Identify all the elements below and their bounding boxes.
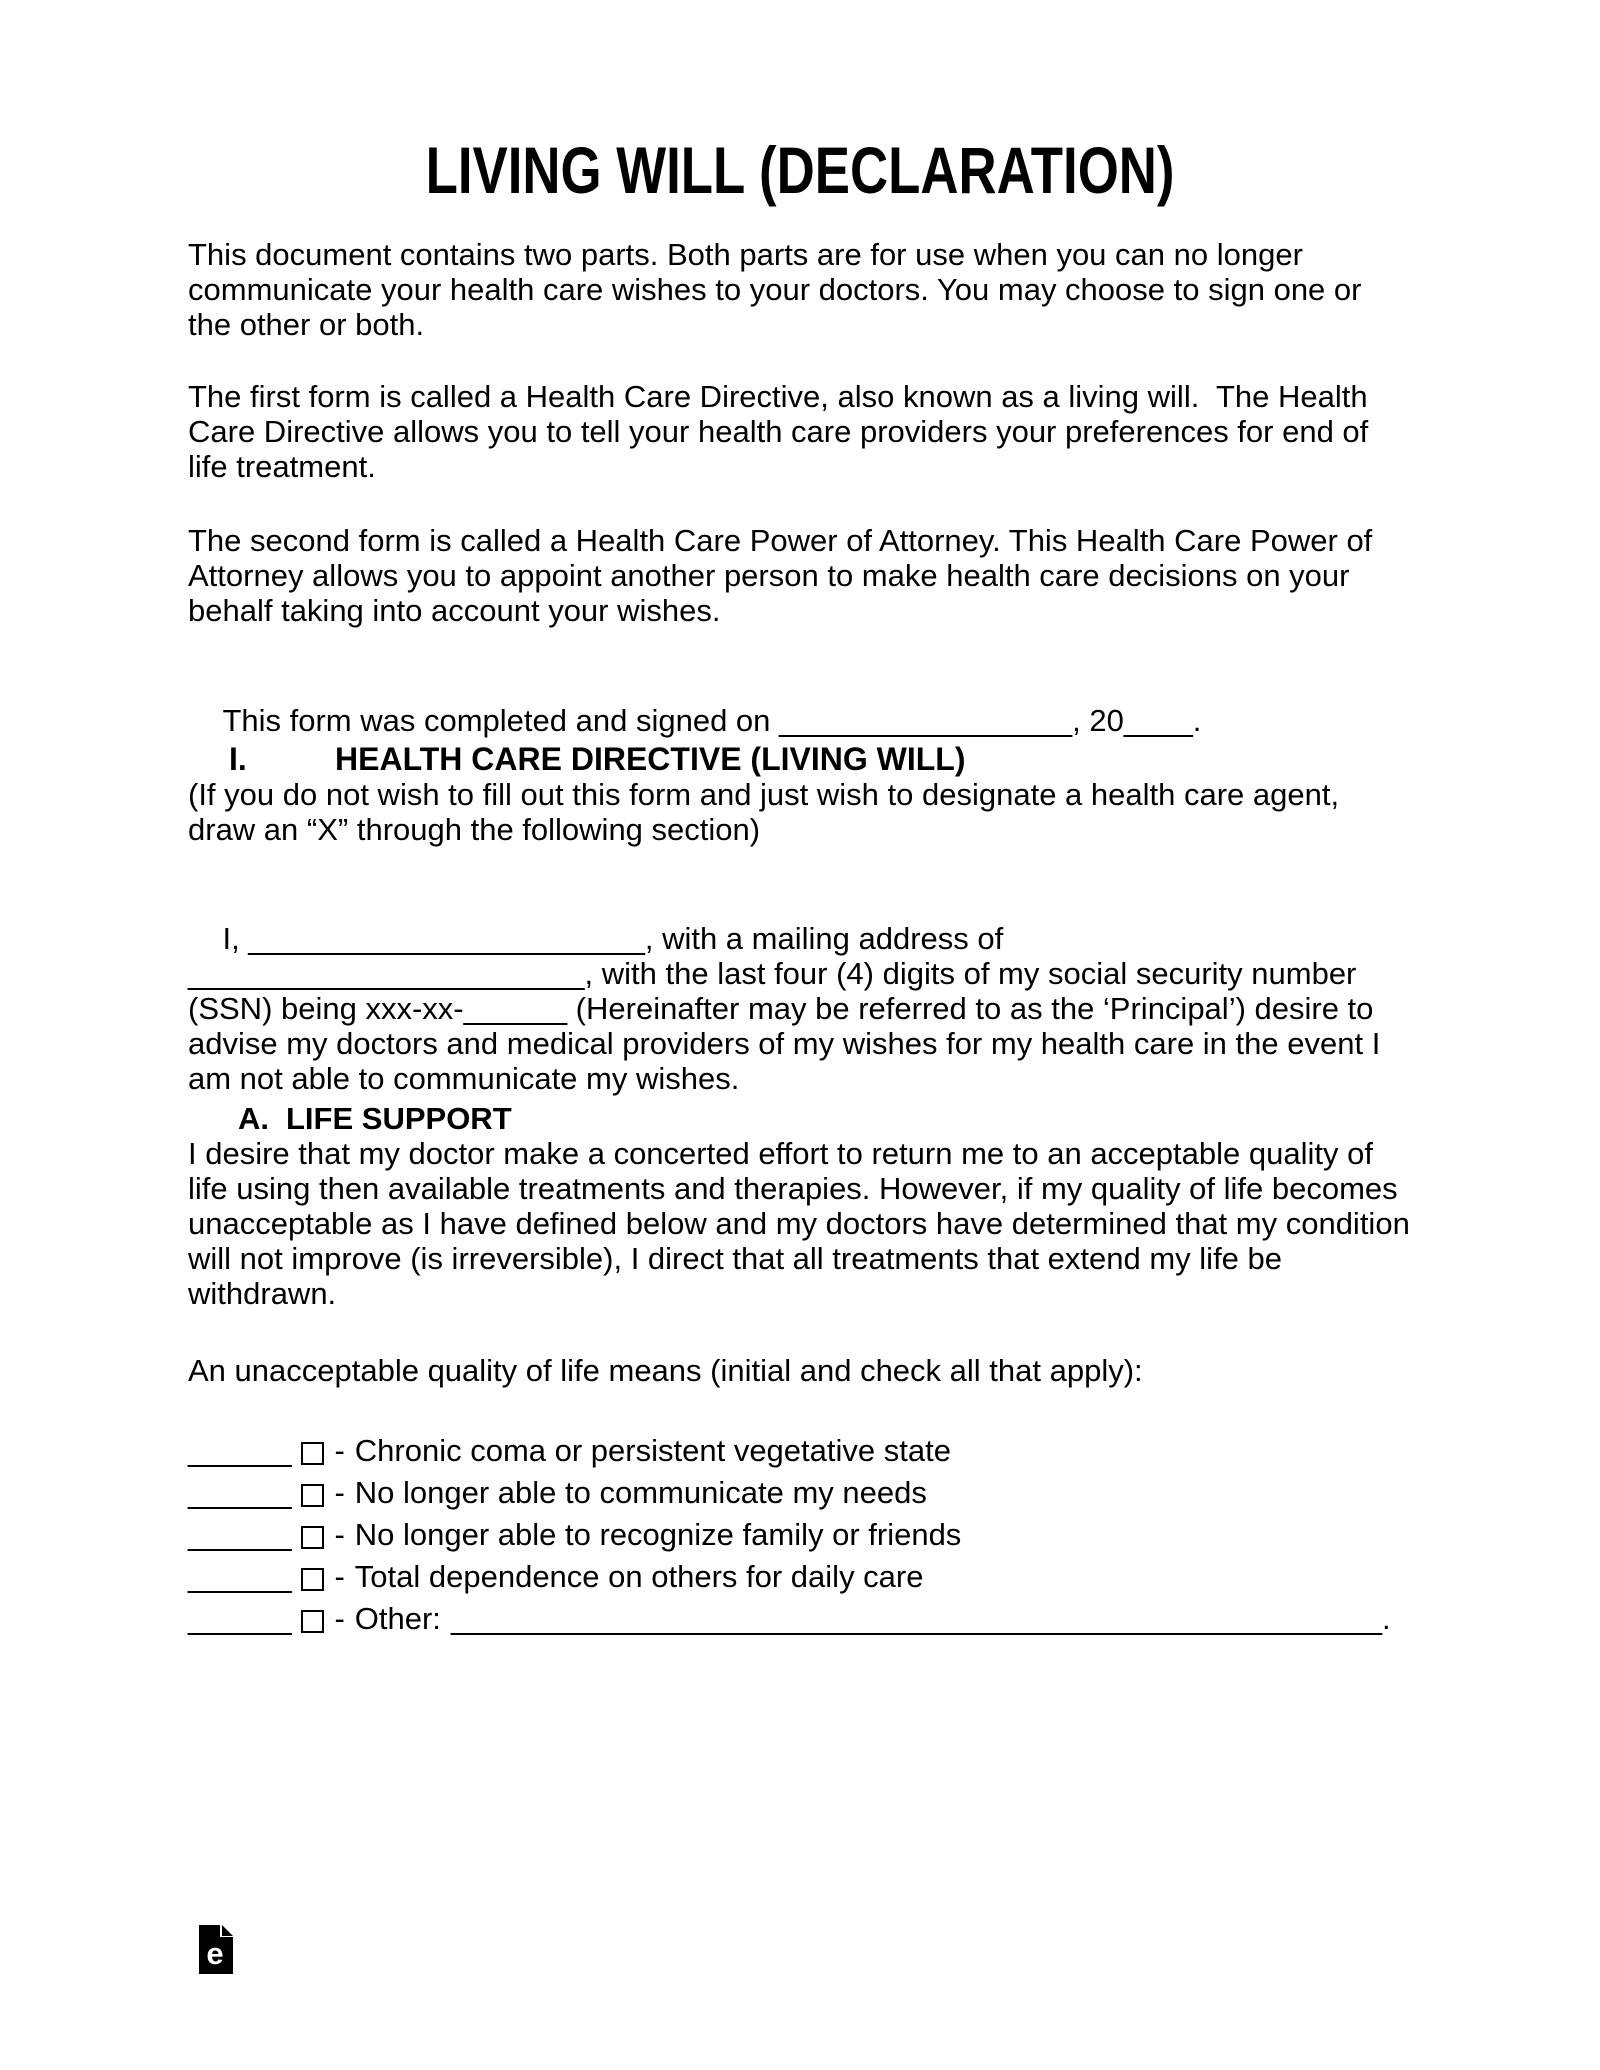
checklist-row-other bbox=[188, 1598, 1412, 1640]
section-1-block bbox=[188, 742, 1412, 847]
checklist-item-label: Chronic coma or persistent vegetative state bbox=[354, 1433, 951, 1468]
principal-statement-paragraph bbox=[188, 886, 1412, 1131]
principal-name-blank[interactable]: _______________________ bbox=[248, 921, 645, 956]
other-line-suffix: . bbox=[1381, 1601, 1391, 1636]
principal-text-2: , with a mailing address of bbox=[644, 921, 1012, 956]
logo-folded-corner bbox=[222, 1925, 233, 1936]
other-description-blank[interactable]: ______________________________________________________ bbox=[450, 1601, 1382, 1636]
checklist-separator: - bbox=[334, 1559, 345, 1594]
eforms-logo bbox=[199, 1925, 233, 1974]
checklist-row bbox=[188, 1514, 1412, 1556]
life-support-heading-row bbox=[188, 1101, 1412, 1136]
other-line-group bbox=[451, 1598, 1391, 1640]
checklist-item-label: Other: bbox=[354, 1601, 441, 1636]
checklist-separator: - bbox=[334, 1601, 345, 1636]
life-support-heading: LIFE SUPPORT bbox=[286, 1101, 512, 1136]
title-row bbox=[0, 133, 1600, 207]
checkbox-icon[interactable] bbox=[301, 1610, 324, 1633]
section-1-heading-row bbox=[188, 742, 1412, 777]
document-title: LIVING WILL (DECLARATION) bbox=[425, 133, 1175, 207]
year-blank[interactable]: ____ bbox=[1123, 703, 1193, 738]
checklist-separator: - bbox=[334, 1475, 345, 1510]
checklist-row bbox=[188, 1430, 1412, 1472]
signed-line-suffix: . bbox=[1192, 703, 1202, 738]
overview-paragraph: This document contains two parts. Both parts are for use when you can no longer communicate your health care wishes to your doctors. You may choose to sign one or the other or both. bbox=[188, 237, 1371, 342]
section-1-number: I. bbox=[229, 741, 247, 777]
life-support-paragraph: I desire that my doctor make a concerted effort to return me to an acceptable quality of life using then available treatments and therapies. However, if my quality of life becomes unacceptable as I have defined below and my doctors have determined that my condition will not improve (is irreversible), I direct that all treatments that extend my life be withdrawn. bbox=[188, 1136, 1419, 1311]
quality-of-life-prompt: An unacceptable quality of life means (initial and check all that apply): bbox=[188, 1353, 1143, 1388]
initials-blank-line[interactable]: ______ bbox=[188, 1601, 292, 1636]
quality-of-life-checklist bbox=[188, 1430, 1412, 1640]
first-form-paragraph: The first form is called a Health Care Directive, also known as a living will. The Health Care Directive allows you to tell your health care providers your preferences for end of life treatment. bbox=[188, 379, 1377, 484]
logo-letter: e bbox=[206, 1936, 224, 1971]
life-support-block bbox=[188, 1101, 1419, 1311]
initials-blank-line[interactable]: ______ bbox=[188, 1475, 292, 1510]
initials-blank-line[interactable]: ______ bbox=[188, 1433, 292, 1468]
checklist-row bbox=[188, 1556, 1412, 1598]
principal-text-3: , with the last four (4) digits of my social security number (SSN) being xxx-xx- bbox=[188, 956, 1366, 1026]
checkbox-icon[interactable] bbox=[301, 1442, 324, 1465]
signature-date-blank[interactable]: _________________ bbox=[779, 703, 1073, 738]
initials-blank-line[interactable]: ______ bbox=[188, 1559, 292, 1594]
checklist-separator: - bbox=[334, 1433, 345, 1468]
checklist-item-label: Total dependence on others for daily care bbox=[354, 1559, 924, 1594]
section-1-instruction: (If you do not wish to fill out this form and just wish to designate a health care agent, draw an “X” through the following section) bbox=[188, 777, 1348, 847]
checkbox-icon[interactable] bbox=[301, 1568, 324, 1591]
section-1-heading: HEALTH CARE DIRECTIVE (LIVING WILL) bbox=[335, 741, 966, 777]
initials-blank-line[interactable]: ______ bbox=[188, 1517, 292, 1552]
mailing-address-blank[interactable]: _______________________ bbox=[188, 956, 585, 991]
principal-text-4: (Hereinafter may be referred to as the ‘Principal’) desire to advise my doctors and medical providers of my wishes for my health care in the event I am not able to communicate my wishes. bbox=[188, 991, 1389, 1096]
year-prefix: , 20 bbox=[1072, 703, 1124, 738]
principal-text-1: I, bbox=[222, 921, 249, 956]
second-form-paragraph: The second form is called a Health Care Power of Attorney. This Health Care Power of Attorney allows you to appoint another person to make health care decisions on your behalf taking into account your wishes. bbox=[188, 523, 1380, 628]
checklist-item-label: No longer able to recognize family or friends bbox=[354, 1517, 962, 1552]
checklist-row bbox=[188, 1472, 1412, 1514]
checklist-item-label: No longer able to communicate my needs bbox=[354, 1475, 927, 1510]
signed-line-prefix: This form was completed and signed on bbox=[222, 703, 780, 738]
ssn-last-four-blank[interactable]: ______ bbox=[463, 991, 568, 1026]
checkbox-icon[interactable] bbox=[301, 1526, 324, 1549]
life-support-letter: A. bbox=[238, 1101, 269, 1136]
checklist-separator: - bbox=[334, 1517, 345, 1552]
checkbox-icon[interactable] bbox=[301, 1484, 324, 1507]
